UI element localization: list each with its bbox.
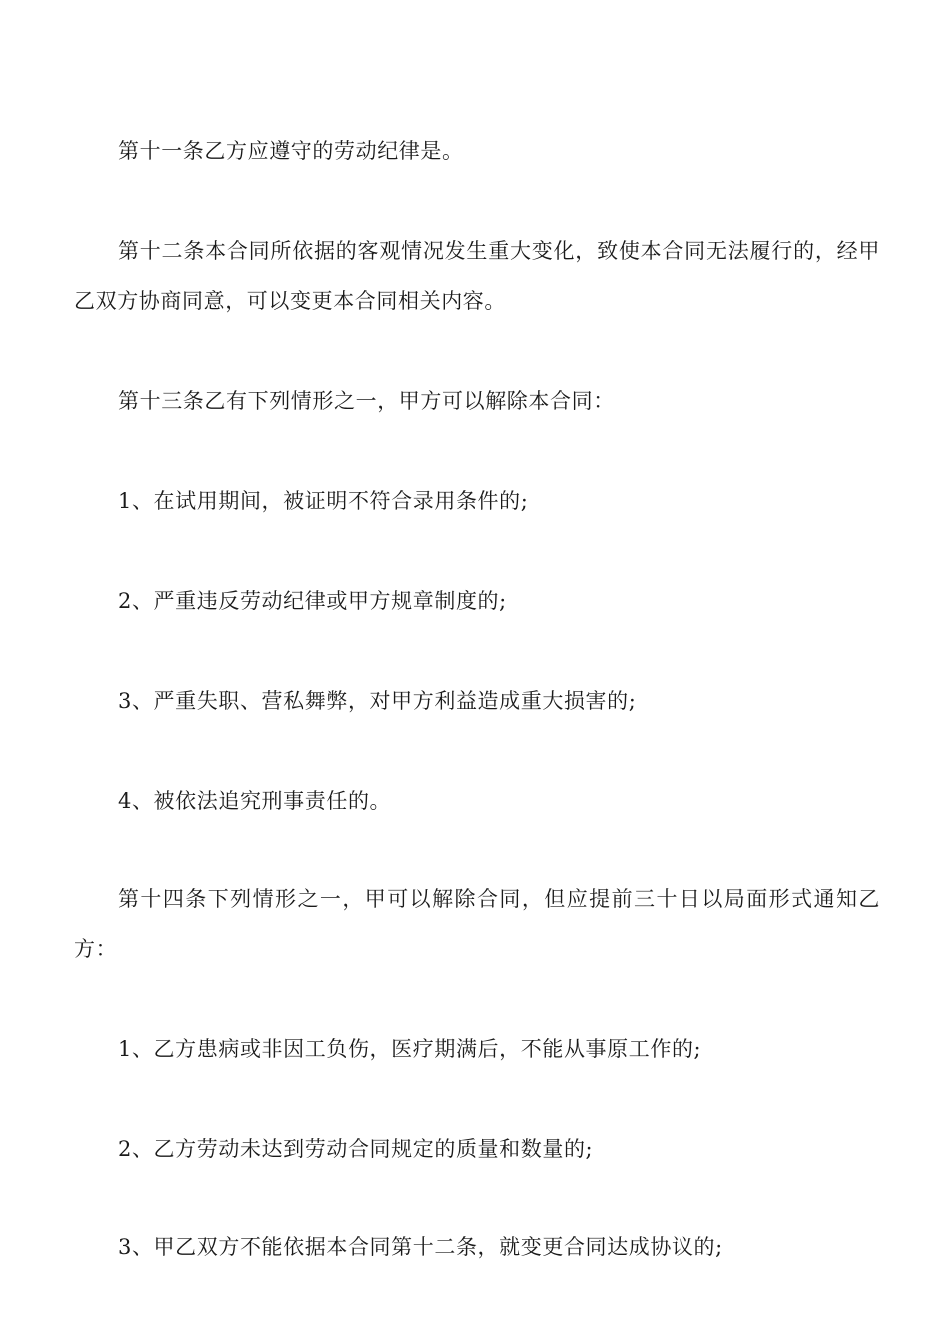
article-13-item-4: 4、被依法追究刑事责任的。 — [118, 789, 392, 813]
article-14-item-1: 1、乙方患病或非因工负伤，医疗期满后，不能从事原工作的; — [118, 1037, 702, 1061]
article-13-item-1: 1、在试用期间，被证明不符合录用条件的; — [118, 489, 529, 513]
article-14-item-3: 3、甲乙双方不能依据本合同第十二条，就变更合同达成协议的; — [118, 1235, 723, 1259]
article-13-paragraph: 第十三条乙有下列情形之一，甲方可以解除本合同： — [118, 389, 615, 413]
article-14-item-2: 2、乙方劳动未达到劳动合同规定的质量和数量的; — [118, 1137, 594, 1161]
article-13-item-2: 2、严重违反劳动纪律或甲方规章制度的; — [118, 589, 507, 613]
article-11-paragraph: 第十一条乙方应遵守的劳动纪律是。 — [118, 139, 464, 163]
article-12-paragraph: 第十二条本合同所依据的客观情况发生重大变化，致使本合同无法履行的，经甲乙双方协商同意，可以变更本合同相关内容。 — [74, 239, 880, 313]
article-13-item-3: 3、严重失职、营私舞弊，对甲方利益造成重大损害的; — [118, 689, 637, 713]
article-14-paragraph: 第十四条下列情形之一，甲可以解除合同，但应提前三十日以局面形式通知乙方： — [74, 887, 880, 961]
